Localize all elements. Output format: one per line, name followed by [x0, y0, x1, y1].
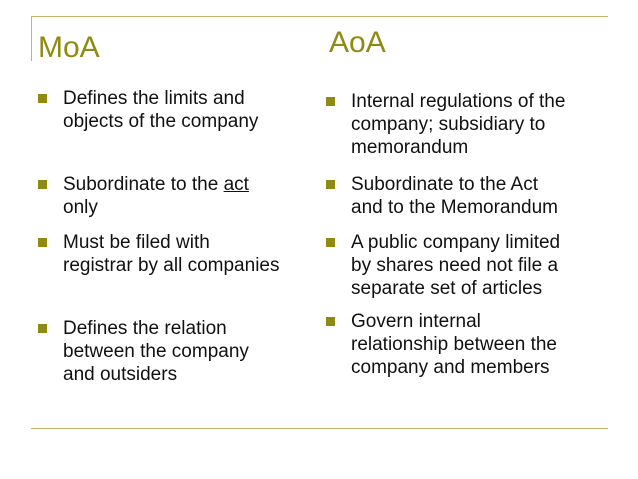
item-line: company; subsidiary to	[351, 114, 546, 135]
item-line: Defines the relation	[63, 318, 227, 339]
act-link[interactable]: act	[223, 174, 249, 195]
square-bullet-icon	[38, 94, 47, 103]
item-line: only	[63, 197, 98, 218]
item-line: Must be filed with	[63, 232, 210, 253]
square-bullet-icon	[38, 238, 47, 247]
item-line: and to the Memorandum	[351, 197, 559, 218]
square-bullet-icon	[326, 180, 335, 189]
item-line: Subordinate to the Act	[351, 174, 538, 195]
item-line: Defines the limits and	[63, 88, 245, 109]
item-line: A public company limited	[351, 232, 561, 253]
item-line: company and members	[351, 357, 550, 378]
item-line: and outsiders	[63, 364, 178, 385]
item-line: relationship between the	[351, 334, 557, 355]
square-bullet-icon	[326, 97, 335, 106]
square-bullet-icon	[326, 317, 335, 326]
aoa-heading: AoA	[329, 26, 386, 59]
square-bullet-icon	[38, 324, 47, 333]
left-rule	[31, 16, 32, 61]
moa-heading: MoA	[38, 31, 100, 64]
top-rule	[31, 16, 608, 17]
item-text: Subordinate to the	[63, 174, 224, 195]
item-line: Govern internal	[351, 311, 481, 332]
square-bullet-icon	[326, 238, 335, 247]
item-line: memorandum	[351, 137, 469, 158]
item-line: by shares need not file a	[351, 255, 559, 276]
item-line: registrar by all companies	[63, 255, 280, 276]
item-line: between the company	[63, 341, 249, 362]
bottom-rule	[31, 428, 608, 429]
item-line: objects of the company	[63, 111, 259, 132]
item-line: separate set of articles	[351, 278, 543, 299]
item-line: Internal regulations of the	[351, 91, 566, 112]
square-bullet-icon	[38, 180, 47, 189]
